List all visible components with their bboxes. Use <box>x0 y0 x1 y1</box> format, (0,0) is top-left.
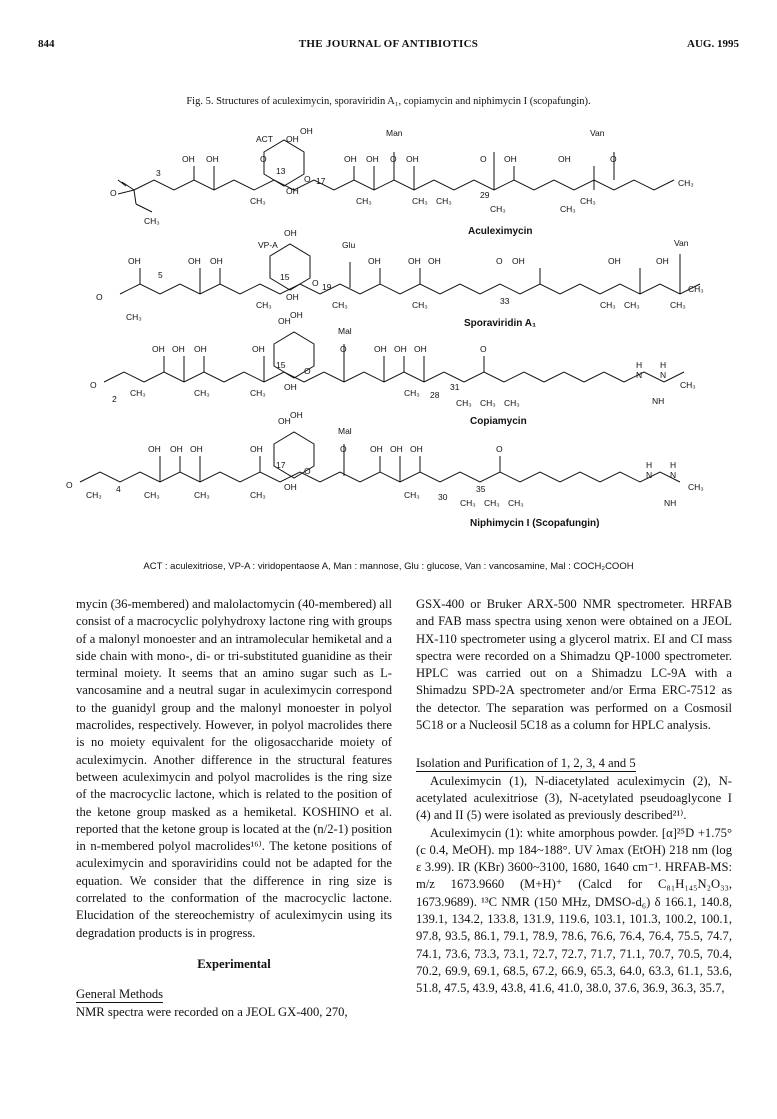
sugar-label: Van <box>590 128 605 138</box>
atom-label: CH₃ <box>480 398 496 408</box>
paragraph: mycin (36-membered) and malolactomycin (40-membered) all consist of a macrocyclic polyhydroxy lactone ring with groups of a malonyl monoester and an intramolecular hemiketal and a side chain with mono-, di- or tri-substituted guanidine as their terminal moiety. It seems that an amino sugar such as L-vancosamine and a neutral sugar in aculeximycin correspond to the guanidyl group and the malonyl monoester in polyol macrolides, respectively. However, in polyol macrolides there is no moiety equivalent for the oligosaccharide moiety of aculeximycin. Another difference in the structural features between aculeximycin and polyol macrolides is the ring size of the macrocyclic lactone, which is related to the position of the ketone group masked as a hemiketal. KOSHINO et al. reported that the ketone group is located at the (n/2-1) position in n-membered polyol macrolides¹⁶⁾. The ketone positions of aculeximycin and sporaviridins could not be adapted for the equation. We consider that the difference in ring size is correlated to the conformation of the macrocyclic lactone. Elucidation of the stereochemistry of aculeximycin using its degradation products is in progress. <box>76 597 392 940</box>
atom-label: O <box>496 256 503 266</box>
position-label: 31 <box>450 382 460 392</box>
atom-label: OH <box>414 344 427 354</box>
figure-legend: ACT : aculexitriose, VP-A : viridopentaose A, Man : mannose, Glu : glucose, Van : vancosamine, Mal : COCH₂COOH <box>143 561 634 572</box>
position-label: 4 <box>116 484 121 494</box>
atom-label: CH₃ <box>688 482 704 492</box>
position-label: 30 <box>438 492 448 502</box>
atom-label: CH₃ <box>460 498 476 508</box>
atom-label: OH <box>252 344 265 354</box>
atom-label: CH₃ <box>250 196 266 206</box>
atom-label: OH <box>406 154 419 164</box>
copiamycin-structure <box>104 332 684 382</box>
position-label: 35 <box>476 484 486 494</box>
paragraph: NMR spectra were recorded on a JEOL GX-400, 270, <box>76 1004 348 1019</box>
atom-label: OH <box>172 344 185 354</box>
atom-label: CH₃ <box>670 300 686 310</box>
position-label: 13 <box>276 166 286 176</box>
atom-label: OH <box>290 310 303 320</box>
right-column <box>416 596 732 998</box>
atom-label: OH <box>374 344 387 354</box>
atom-label: OH <box>284 482 297 492</box>
atom-label: CH₃ <box>678 178 694 188</box>
atom-label: OH <box>188 256 201 266</box>
atom-label: CH₃ <box>456 398 472 408</box>
position-label: 19 <box>322 282 332 292</box>
atom-label: OH <box>608 256 621 266</box>
atom-label: O <box>96 292 103 302</box>
position-label: 17 <box>276 460 286 470</box>
atom-label: O <box>496 444 503 454</box>
atom-label: CH₃ <box>504 398 520 408</box>
journal-title: THE JOURNAL OF ANTIBIOTICS <box>298 38 479 50</box>
atom-label: CH₃ <box>490 204 506 214</box>
sugar-label: Mal <box>338 326 352 336</box>
atom-label: H <box>660 360 667 370</box>
atom-label: OH <box>656 256 669 266</box>
atom-label: OH <box>286 134 299 144</box>
compound-name: Sporaviridin A₁ <box>464 318 537 329</box>
atom-label: OH <box>210 256 223 266</box>
atom-label: O <box>260 154 267 164</box>
atom-label: O <box>340 444 347 454</box>
atom-label: H <box>646 460 653 470</box>
atom-label: CH₃ <box>256 300 272 310</box>
position-label: 2 <box>112 394 117 404</box>
atom-label: N <box>646 470 653 480</box>
position-label: 17 <box>316 176 326 186</box>
atom-label: OH <box>504 154 517 164</box>
atom-label: O <box>304 466 311 476</box>
atom-label: N <box>660 370 667 380</box>
atom-label: OH <box>394 344 407 354</box>
sugar-label: ACT <box>256 134 273 144</box>
atom-label: NH <box>652 396 665 406</box>
atom-label: OH <box>290 410 303 420</box>
atom-label: CH₃ <box>404 388 420 398</box>
atom-label: CH₃ <box>688 284 704 294</box>
atom-label: N <box>636 370 643 380</box>
subsection-heading: General Methods <box>76 987 164 1002</box>
atom-label: H <box>670 460 677 470</box>
atom-label: CH₃ <box>194 388 210 398</box>
compound-name: Copiamycin <box>470 416 527 427</box>
atom-label: OH <box>278 416 291 426</box>
atom-label: OH <box>512 256 525 266</box>
position-label: 3 <box>156 168 161 178</box>
atom-label: OH <box>408 256 421 266</box>
position-label: 33 <box>500 296 510 306</box>
atom-label: CH₃ <box>332 300 348 310</box>
atom-label: OH <box>344 154 357 164</box>
atom-label: OH <box>300 126 313 136</box>
atom-label: OH <box>390 444 403 454</box>
atom-label: O <box>312 278 319 288</box>
atom-label: OH <box>286 186 299 196</box>
sugar-label: Man <box>386 128 403 138</box>
atom-label: CH₃ <box>250 490 266 500</box>
paragraph: Aculeximycin (1): white amorphous powder. [α]²⁵D +1.75° (c 0.4, MeOH). mp 184~188°. UV λmax (EtOH) 218 nm (log ε 3.99). IR (KBr) 3600~3100, 1680, 1640 cm⁻¹. HRFAB-MS: m/z 1673.9660 (M+H)⁺ (Calcd for C₈₁H₁₄₅N₂O₃₃, 1673.9689). ¹³C NMR (150 MHz, DMSO-d₆) δ 166.1, 140.8, 139.1, 134.2, 133.8, 131.9, 119.6, 103.1, 101.3, 100.2, 100.1, 97.8, 93.5, 86.1, 79.1, 78.9, 78.6, 76.6, 76.4, 76.4, 75.5, 74.7, 74.1, 73.6, 73.3, 73.1, 72.7, 72.7, 71.7, 71.1, 70.7, 70.5, 70.4, 70.2, 69.9, 69.1, 68.5, 67.2, 66.9, 65.3, 64.0, 63.3, 61.1, 53.6, 51.8, 47.5, 43.9, 43.8, 41.6, 41.0, 38.0, 37.6, 36.9, 36.3, 35.7, <box>416 825 732 996</box>
atom-label: O <box>390 154 397 164</box>
section-heading: Experimental <box>197 956 271 971</box>
atom-label: OH <box>278 316 291 326</box>
running-header <box>38 38 739 54</box>
atom-label: O <box>340 344 347 354</box>
atom-label: OH <box>284 382 297 392</box>
atom-label: CH₃ <box>436 196 452 206</box>
compound-name: Niphimycin I (Scopafungin) <box>470 518 600 529</box>
atom-label: CH₃ <box>412 300 428 310</box>
page-number: 844 <box>38 38 55 50</box>
atom-label: OH <box>152 344 165 354</box>
atom-label: OH <box>428 256 441 266</box>
niphimycin-structure <box>80 432 680 482</box>
atom-label: O <box>304 174 311 184</box>
atom-label: OH <box>170 444 183 454</box>
position-label: 5 <box>158 270 163 280</box>
paragraph: GSX-400 or Bruker ARX-500 NMR spectrometer. HRFAB and FAB mass spectra using xenon were obtained on a JEOL HX-110 spectrometer using a glycerol matrix. EI and CI mass spectra were recorded on a Shimadzu QP-1000 spectrometer. HPLC was carried out on a Shimadzu LC-9A with a Shimadzu SPD-2A spectrometer and/or Erma ERC-7512 as the detector. The separation was performed on a Cosmosil 5C18 or a Nucleosil 5C18 as a column for HPLC analysis. <box>416 597 732 733</box>
atom-label: OH <box>182 154 195 164</box>
sugar-label: VP-A <box>258 240 278 250</box>
atom-label: CH₃ <box>126 312 142 322</box>
atom-label: OH <box>366 154 379 164</box>
atom-label: O <box>110 188 117 198</box>
position-label: 15 <box>276 360 286 370</box>
left-column <box>76 596 392 1021</box>
figure-caption: Fig. 5. Structures of aculeximycin, sporaviridin A₁, copiamycin and niphimycin I (scopafungin). <box>186 96 591 107</box>
atom-label: OH <box>194 344 207 354</box>
atom-label: O <box>480 344 487 354</box>
structure-figure <box>60 112 720 557</box>
atom-label: CH₃ <box>250 388 266 398</box>
paragraph: Aculeximycin (1), N-diacetylated aculeximycin (2), N-acetylated aculexitriose (3), N-acetylated pseudoaglycone I (4) and II (5) were isolated as previously described²¹⁾. <box>416 773 732 823</box>
atom-label: CH₃ <box>144 216 160 226</box>
atom-label: O <box>66 480 73 490</box>
atom-label: CH₃ <box>86 490 102 500</box>
position-label: 28 <box>430 390 440 400</box>
atom-label: CH₃ <box>144 490 160 500</box>
atom-label: CH₃ <box>484 498 500 508</box>
atom-label: O <box>304 366 311 376</box>
atom-label: OH <box>190 444 203 454</box>
position-label: 15 <box>280 272 290 282</box>
issue-date: AUG. 1995 <box>687 38 739 50</box>
atom-label: H <box>636 360 643 370</box>
atom-label: NH <box>664 498 677 508</box>
atom-label: CH₃ <box>194 490 210 500</box>
sporaviridin-structure <box>120 244 700 294</box>
atom-label: OH <box>128 256 141 266</box>
atom-label: OH <box>284 228 297 238</box>
atom-label: CH₃ <box>508 498 524 508</box>
atom-label: OH <box>558 154 571 164</box>
atom-label: OH <box>368 256 381 266</box>
atom-label: O <box>610 154 617 164</box>
atom-label: OH <box>250 444 263 454</box>
atom-label: OH <box>148 444 161 454</box>
atom-label: CH₃ <box>680 380 696 390</box>
atom-label: N <box>670 470 677 480</box>
atom-label: OH <box>286 292 299 302</box>
subsection-heading: Isolation and Purification of 1, 2, 3, 4 and 5 <box>416 756 636 771</box>
atom-label: OH <box>370 444 383 454</box>
atom-label: OH <box>410 444 423 454</box>
atom-label: CH₃ <box>412 196 428 206</box>
atom-label: CH₃ <box>624 300 640 310</box>
atom-label: CH₃ <box>404 490 420 500</box>
atom-label: CH₃ <box>356 196 372 206</box>
atom-label: OH <box>206 154 219 164</box>
atom-label: CH₃ <box>600 300 616 310</box>
atom-label: CH₃ <box>130 388 146 398</box>
sugar-label: Mal <box>338 426 352 436</box>
atom-label: O <box>480 154 487 164</box>
atom-label: O <box>90 380 97 390</box>
position-label: 29 <box>480 190 490 200</box>
atom-label: CH₃ <box>560 204 576 214</box>
sugar-label: Van <box>674 238 689 248</box>
compound-name: Aculeximycin <box>468 226 533 237</box>
atom-label: CH₃ <box>580 196 596 206</box>
sugar-label: Glu <box>342 240 356 250</box>
